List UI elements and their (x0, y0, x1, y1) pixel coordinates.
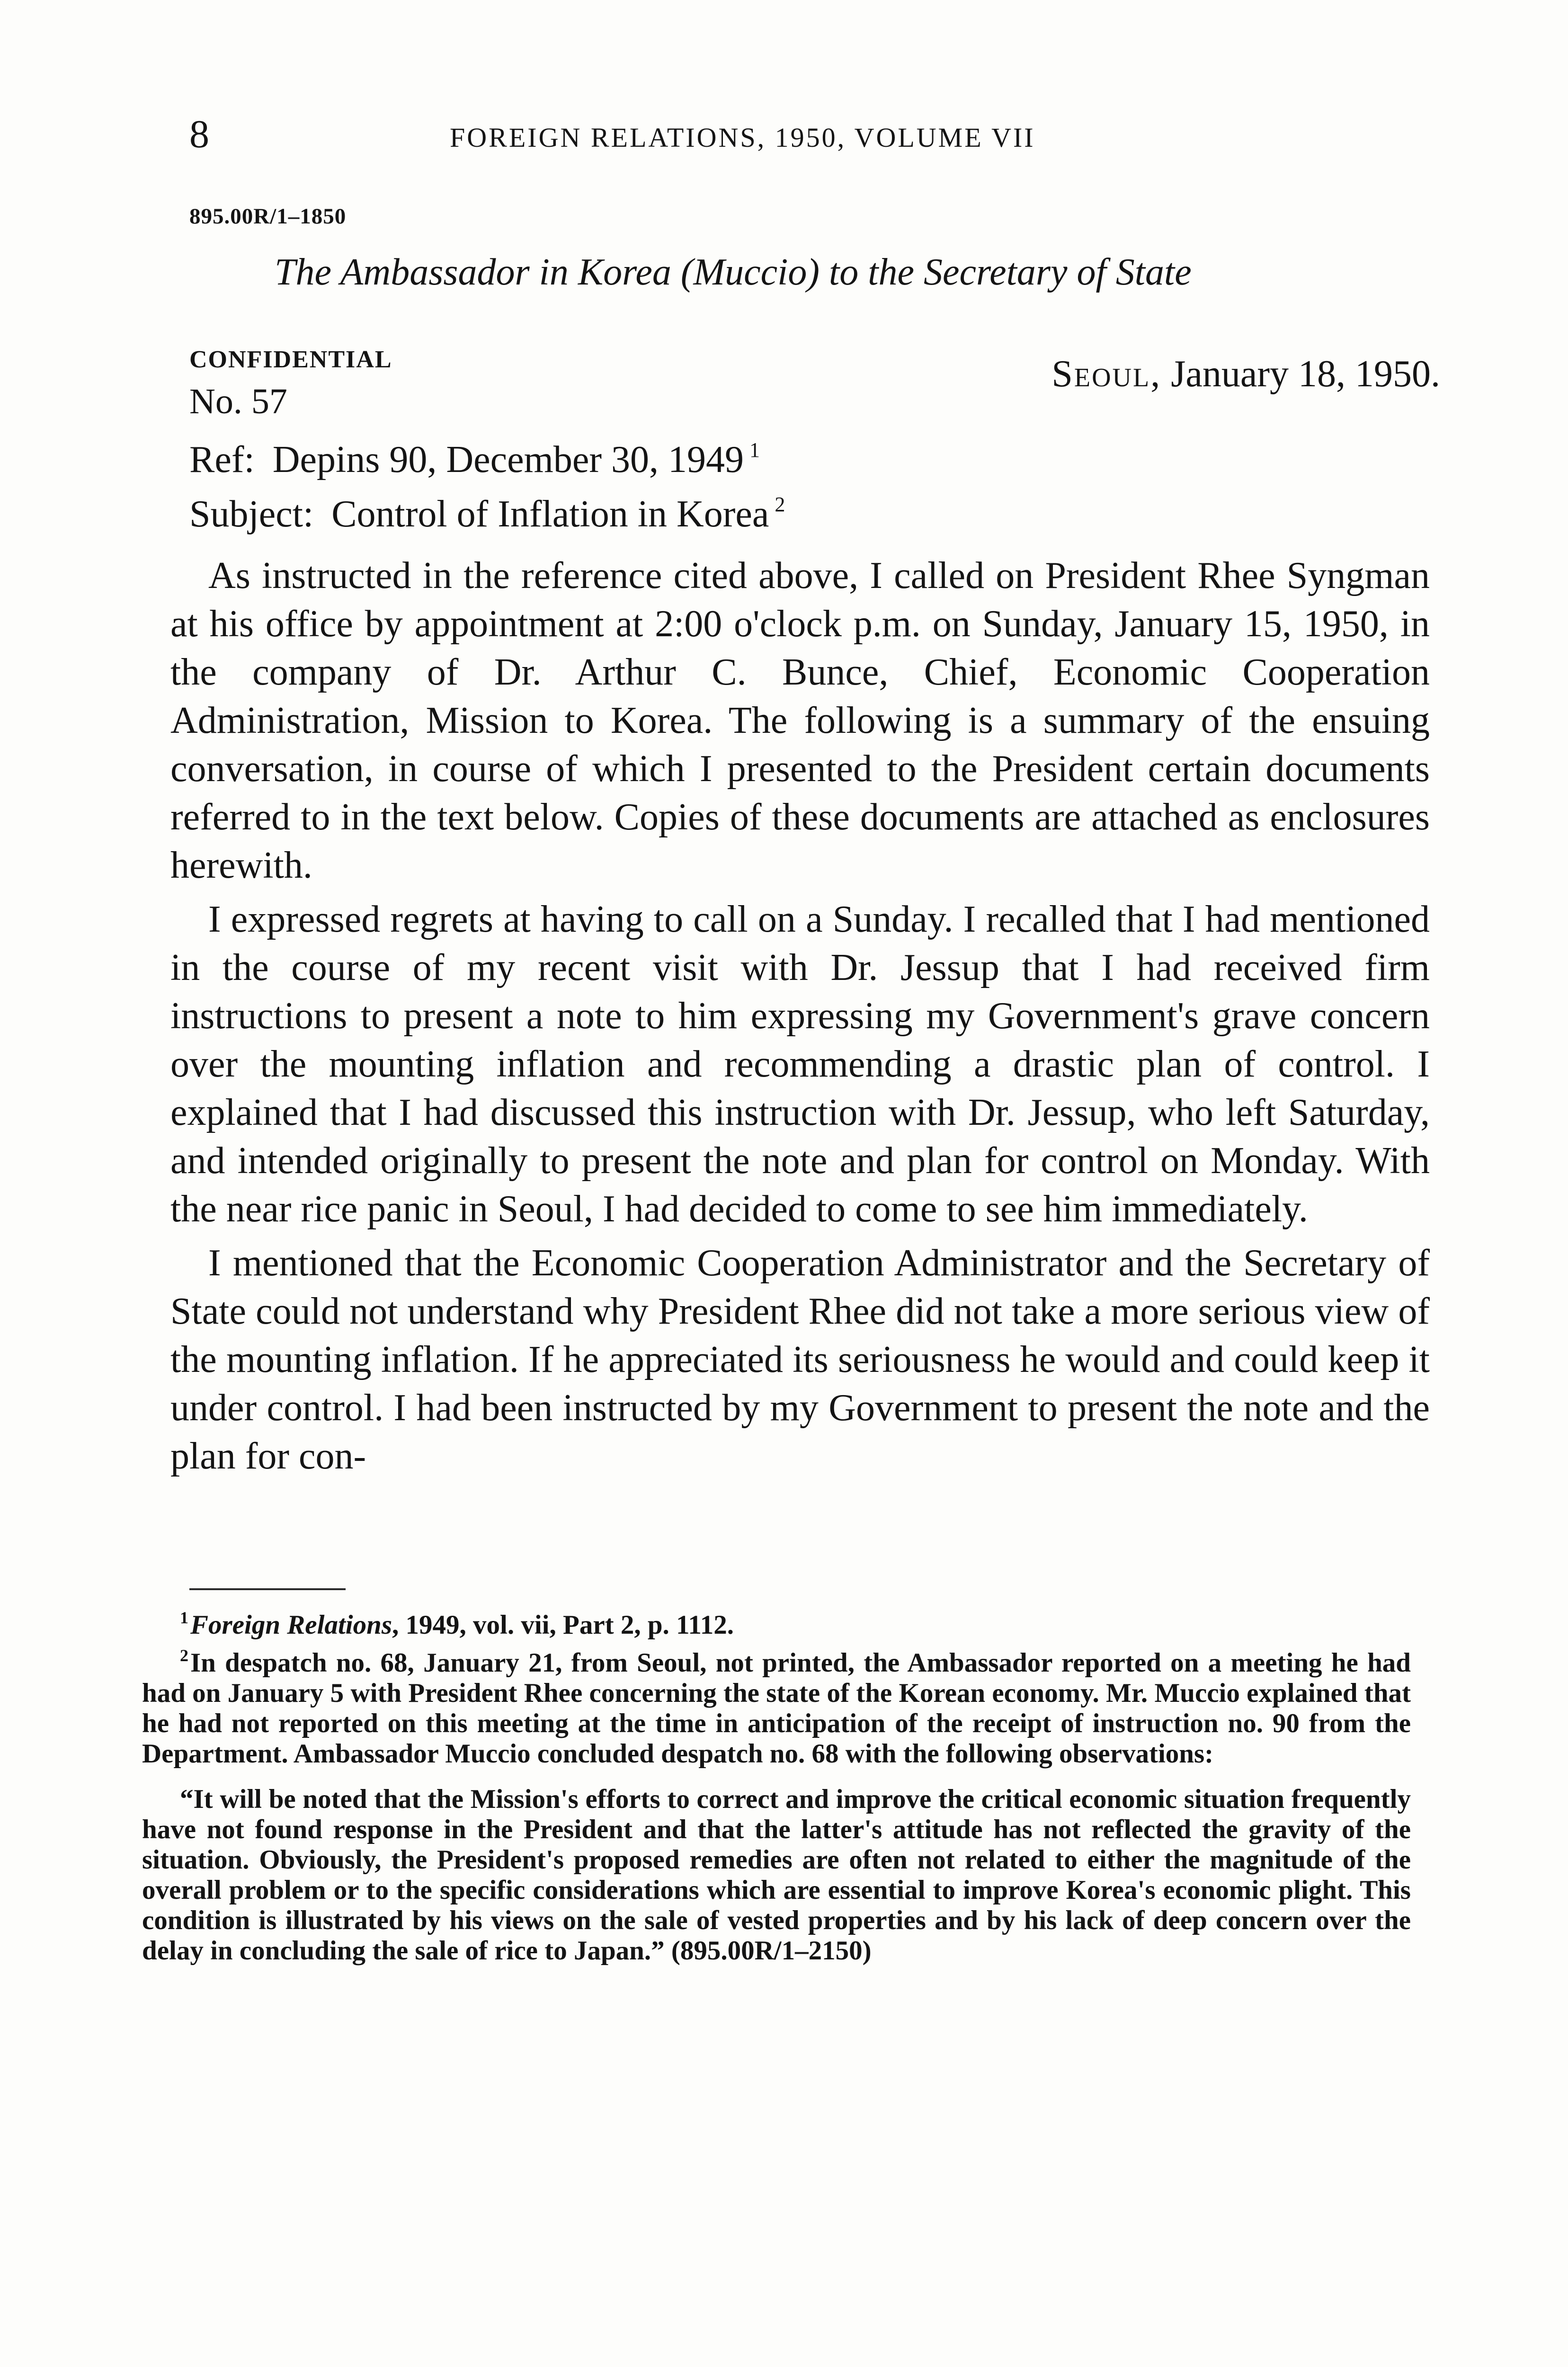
dateline-date: January 18, 1950. (1171, 353, 1440, 395)
running-head: FOREIGN RELATIONS, 1950, VOLUME VII (450, 122, 1035, 153)
reference-label: Ref: (189, 439, 255, 481)
document-number: No. 57 (189, 382, 287, 421)
footnote-2-text: In despatch no. 68, January 21, from Seoul, not printed, the Ambassador reported on a meeting he had had on January 5 with President Rhee concerning the state of the Korean economy. Mr. Muccio explained that he had not reported on this meeting at the time in anticipation of the receipt of instruction no. 90 from the Department. Ambassador Muccio concluded despatch no. 68 with the following observations: (142, 1648, 1411, 1769)
reference-line (189, 438, 760, 481)
footnote-1-title: Foreign Relations (190, 1610, 392, 1640)
subject-line (189, 492, 785, 536)
subject-text: Control of Inflation in Korea (331, 493, 769, 535)
paragraph: I expressed regrets at having to call on a Sunday. I recalled that I had mentioned in the course of my recent visit with Dr. Jessup that I had received firm instructions to present a note to him expressing my Government's grave concern over the mounting inflation and recommending a drastic plan of control. I explained that I had discussed this instruction with Dr. Jessup, who left Saturday, and intended originally to present the note and plan for control on Monday. With the near rice panic in Seoul, I had decided to come to see him immediately. (170, 899, 1430, 1230)
page-header (189, 111, 1420, 163)
footnote-marker: 1 (180, 1608, 188, 1627)
file-number: 895.00R/1–1850 (189, 204, 347, 229)
footnote-1 (142, 1602, 1411, 1640)
document-title: The Ambassador in Korea (Muccio) to the Secretary of State (275, 251, 1192, 293)
dateline-place: Seoul, (1051, 353, 1162, 395)
paragraph: As instructed in the reference cited above, I called on President Rhee Syngman at his office by appointment at 2:00 o'clock p.m. on Sunday, January 15, 1950, in the company of Dr. Arthur C. Bunce, Chief, Economic Cooperation Administration, Mission to Korea. The following is a summary of the ensuing conversation, in course of which I presented to the President certain documents referred to in the text below. Copies of these documents are attached as enclosures herewith. (170, 555, 1430, 886)
page-number: 8 (189, 112, 209, 156)
dateline (1051, 353, 1440, 396)
footnote-quote: “It will be noted that the Mission's efforts to correct and improve the critical economic situation frequently have not found response in the President and that the latter's attitude has not reflected the gravity of the situation. Obviously, the President's proposed remedies are often not related to either the magnitude of the overall problem or to the specific considerations which are essential to improve Korea's economic plight. This condition is illustrated by his views on the sale of vested properties and by his lack of deep concern over the delay in concluding the sale of rice to Japan.” (895.00R/1–2150) (142, 1784, 1411, 1966)
body-text (170, 552, 1430, 1480)
paragraph: I mentioned that the Economic Cooperation Administrator and the Secretary of State could not understand why President Rhee did not take a more serious view of the mounting inflation. If he appreciated its seriousness he would and could keep it under control. I had been instructed by my Government to present the note and the plan for con- (170, 1242, 1430, 1477)
footnote-1-text: , 1949, vol. vii, Part 2, p. 1112. (392, 1610, 734, 1640)
footnote-ref-2: 2 (775, 493, 785, 516)
reference-text: Depins 90, December 30, 1949 (272, 439, 744, 481)
subject-label: Subject: (189, 493, 314, 535)
classification-label: CONFIDENTIAL (189, 346, 392, 373)
footnote-rule (189, 1588, 346, 1590)
footnote-marker: 2 (180, 1646, 188, 1665)
footnote-ref-1: 1 (749, 438, 760, 462)
footnotes (142, 1602, 1411, 1966)
footnote-2 (142, 1640, 1411, 1769)
